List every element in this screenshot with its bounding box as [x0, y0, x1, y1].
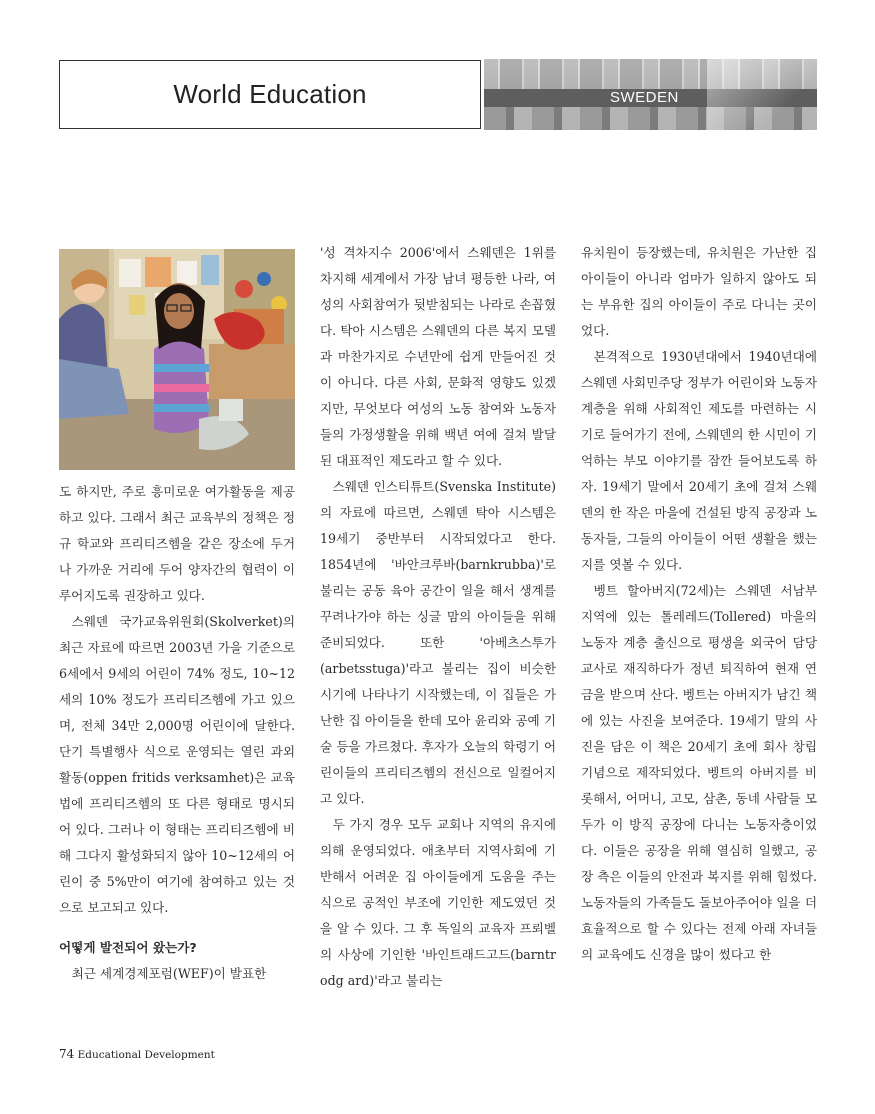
page-footer [59, 1047, 215, 1061]
header-title-box [59, 60, 481, 129]
paragraph: 스웨덴 인스티튜트(Svenska Institute)의 자료에 따르면, 스웨덴 탁아 시스템은 19세기 중반부터 시작되었다고 한다. 1854년에 '바안크루바(barnkrubba)'로 불리는 공동 육아 공간이 일을 해서 생계를 꾸려나가야 하는 싱글 맘의 아이들을 위해 준비되었다. 또한 '아베츠스투가(arbetsstuga)'라고 불리는 집이 비슷한 시기에 나타나기 시작했는데, 이 집들은 가난한 집 아이들을 한데 모아 윤리와 공예 기술 등을 가르쳤다. 후자가 오늘의 학령기 어린이들의 프리티즈헴의 전신으로 일컬어지고 있다. [320, 479, 556, 806]
paragraph: 도 하지만, 주로 흥미로운 여가활동을 제공하고 있다. 그래서 최근 교육부의 정책은 정규 학교와 프리티즈헴을 같은 장소에 두거나 가까운 거리에 두어 양자간의 협력이 이루어지도록 권장하고 있다. [59, 484, 295, 603]
text-column-3 [581, 240, 817, 968]
page-section-title: World Education [173, 79, 367, 109]
publication-name: Educational Development [77, 1049, 215, 1061]
text-column-1 [59, 479, 295, 987]
paragraph: 최근 세계경제포럼(WEF)이 발표한 [71, 966, 267, 981]
section-subheading: 어떻게 발전되어 왔는가? [59, 940, 197, 955]
section-banner [484, 59, 817, 130]
banner-glare [707, 59, 817, 130]
classroom-photo [59, 249, 295, 470]
paragraph: 스웨덴 국가교육위원회(Skolverket)의 최근 자료에 따르면 2003년 가을 기준으로 6세에서 9세의 어린이 74% 정도, 10~12세의 10% 정도가 프리티즈헴에 가고 있으며, 전체 34만 2,000명 어린이에 달한다. 단기 특별행사 식으로 운영되는 열린 과외활동(oppen fritids verksamhet)은 교육법에 프리티즈헴의 또 다른 형태로 명시되어 있다. 그러나 이 형태는 프리티즈헴에 비해 그다지 활성화되지 않아 10~12세의 어린이 중 5%만이 여기에 참여하고 있는 것으로 보고되고 있다. [59, 614, 295, 915]
paragraph: 유치원이 등장했는데, 유치원은 가난한 집 아이들이 아니라 엄마가 일하지 않아도 되는 부유한 집의 아이들이 주로 다니는 곳이었다. [581, 245, 817, 338]
paragraph: 본격적으로 1930년대에서 1940년대에 스웨덴 사회민주당 정부가 어린이와 노동자 계층을 위해 사회적인 제도를 마련하는 시기로 들어가기 전에, 스웨덴의 한 시민이 기억하는 부모 이야기를 잠깐 들어보도록 하자. 19세기 말에서 20세기 초에 걸쳐 스웨덴의 한 작은 마을에 건설된 방직 공장과 노동자들, 그들의 아이들이 어떤 생활을 했는지를 엿볼 수 있다. [581, 349, 817, 572]
page-number: 74 [59, 1047, 75, 1061]
country-label: SWEDEN [610, 89, 679, 106]
paragraph: 벵트 할아버지(72세)는 스웨덴 서남부 지역에 있는 톨레레드(Tollered) 마을의 노동자 계층 출신으로 평생을 외국어 담당 교사로 재직하다가 정년 퇴직하여 현재 연금을 받으며 산다. 벵트는 아버지가 남긴 책에 있는 사진을 보여준다. 19세기 말의 사진을 담은 이 책은 20세기 초에 회사 창립 기념으로 제작되었다. 벵트의 아버지를 비롯해서, 어머니, 고모, 삼촌, 동네 사람들 모두가 이 방직 공장에 다니는 노동자층이었다. 이들은 공장을 위해 열심히 일했고, 공장 측은 이들의 안전과 복지를 위해 힘썼다. 노동자들의 가족들도 돌보아주어야 일을 더 효율적으로 할 수 있다는 전제 아래 자녀들의 교육에도 신경을 많이 썼다고 한 [581, 583, 817, 962]
paragraph: '성 격차지수 2006'에서 스웨덴은 1위를 차지해 세계에서 가장 남녀 평등한 나라, 여성의 사회참여가 뒷받침되는 나라로 손꼽혔다. 탁아 시스템은 스웨덴의 다른 복지 모델과 마찬가지로 수년만에 쉽게 만들어진 것이 아니다. 다른 사회, 문화적 영향도 있겠지만, 무엇보다 여성의 노동 참여와 노동자들의 가정생활을 위해 백년 여에 걸쳐 발달된 대표적인 제도라고 할 수 있다. [320, 245, 556, 468]
paragraph: 두 가지 경우 모두 교회나 지역의 유지에 의해 운영되었다. 애초부터 지역사회에 기반해서 어려운 집 아이들에게 도움을 주는 식으로 공적인 부조에 기인한 제도였던 것을 알 수 있다. 그 후 독일의 교육자 프뢰벨의 사상에 기인한 '바인트래드고드(barntr odg ard)'라고 불리는 [320, 817, 556, 988]
text-column-2 [320, 240, 556, 994]
